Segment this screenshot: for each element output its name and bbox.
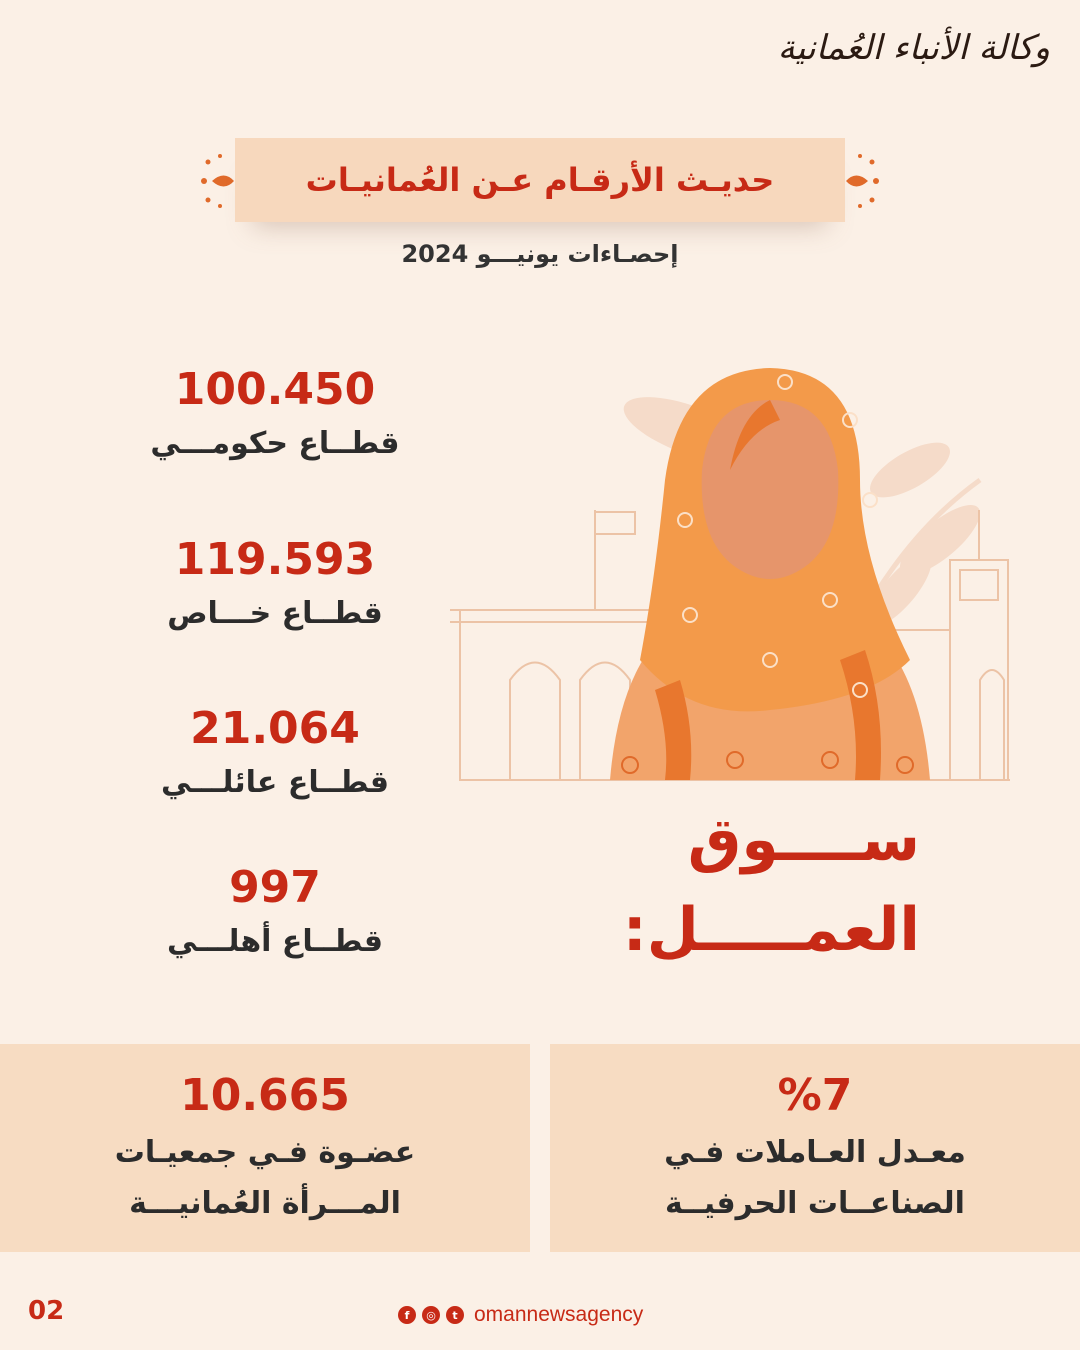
card-value: %7 — [777, 1070, 853, 1121]
stat-civil — [130, 864, 420, 959]
card-crafts — [550, 1044, 1080, 1252]
card-label-line1: معـدل العـاملات فـي — [664, 1135, 966, 1170]
title-banner — [235, 138, 845, 222]
card-label-line2: المـــرأة العُمانيـــة — [129, 1186, 401, 1221]
subtitle: إحصـاءات يونيـــو 2024 — [401, 240, 679, 268]
page-number: 02 — [28, 1296, 65, 1326]
left-ornament-icon — [198, 148, 238, 214]
social-footer — [398, 1303, 643, 1327]
card-associations — [0, 1044, 530, 1252]
card-value: 10.665 — [180, 1070, 350, 1121]
twitter-icon[interactable]: t — [446, 1306, 464, 1324]
stat-government — [130, 366, 420, 461]
instagram-icon[interactable]: ◎ — [422, 1306, 440, 1324]
section-label-line1: ســــوق — [687, 805, 920, 875]
stat-label: قطــاع حكومـــي — [150, 426, 400, 462]
stat-label: قطــاع خـــاص — [167, 596, 383, 632]
omani-woman-illustration — [440, 360, 1020, 790]
facebook-icon[interactable]: f — [398, 1306, 416, 1324]
stat-value: 21.064 — [190, 703, 360, 754]
social-handle[interactable]: omannewsagency — [474, 1303, 644, 1326]
stat-label: قطــاع أهلـــي — [166, 924, 384, 960]
stat-label: قطــاع عائلـــي — [161, 765, 389, 801]
card-label-line1: عضـوة فـي جمعيـات — [114, 1135, 416, 1170]
stat-family — [130, 705, 420, 800]
section-label-line2: العمـــــل: — [622, 895, 920, 965]
stat-value: 100.450 — [174, 364, 376, 415]
stat-private — [130, 536, 420, 631]
agency-logo: وكالة الأنباء العُمانية — [777, 28, 1050, 68]
stat-value: 119.593 — [174, 534, 376, 585]
stat-value: 997 — [229, 862, 321, 913]
page-title: حديـث الأرقـام عـن العُمانيـات — [305, 161, 775, 199]
right-ornament-icon — [842, 148, 882, 214]
card-label-line2: الصناعــات الحرفيــة — [665, 1186, 965, 1221]
